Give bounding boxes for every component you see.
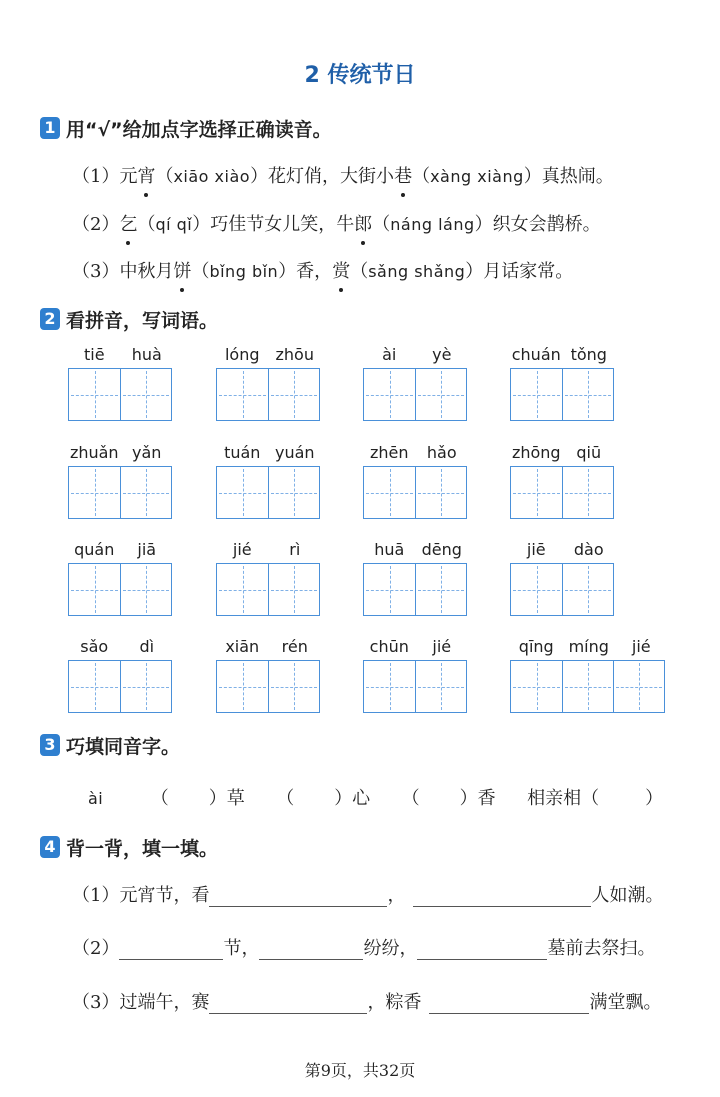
pinyin-syllable: ài (382, 345, 397, 364)
writing-cell[interactable] (613, 661, 664, 712)
pinyin-syllable: yuán (274, 443, 315, 462)
writing-cell[interactable] (120, 467, 171, 518)
question-3-number: 3 (40, 734, 60, 756)
question-1-text: 用“√”给加点字选择正确读音。 (66, 118, 332, 141)
question-3-text: 巧填同音字。 (66, 735, 181, 758)
dotted-char: 郎 (354, 210, 372, 236)
writing-grid[interactable] (510, 563, 614, 616)
recite-1-prefix: （1）元宵节，看 (72, 885, 210, 906)
pinyin-syllable: chūn (369, 637, 409, 656)
page-title: 2 传统节日 (304, 63, 416, 88)
pinyin-syllable: yǎn (132, 443, 162, 462)
line-text: ）花灯俏，大街小 (250, 166, 395, 187)
question-1-number: 1 (40, 117, 60, 139)
writing-cell[interactable] (69, 369, 120, 420)
writing-cell[interactable] (268, 369, 319, 420)
pinyin-syllable: huā (374, 540, 405, 559)
pinyin-syllable: jié (232, 540, 252, 559)
writing-grid[interactable] (216, 660, 320, 713)
question-2-number: 2 (40, 308, 60, 330)
recite-1-suffix: 人如潮。 (591, 885, 664, 906)
recite-2-suffix: 墓前去祭扫。 (547, 938, 656, 959)
recite-2-prefix: （2） (72, 938, 120, 959)
paren-open: （ (372, 214, 391, 235)
dotted-char: 巷 (394, 162, 412, 188)
writing-cell[interactable] (562, 467, 613, 518)
paren-open: （ (137, 214, 156, 235)
question-4-number: 4 (40, 836, 60, 858)
writing-grid[interactable] (216, 563, 320, 616)
line-text: （3）中秋月 (72, 261, 174, 282)
recite-3-blank-1[interactable] (209, 1013, 367, 1014)
question-1-line-3 (72, 257, 573, 283)
pinyin-options[interactable]: sǎng shǎng (368, 262, 466, 281)
pinyin-syllable: jiā (137, 540, 157, 559)
pinyin-options[interactable]: náng láng (390, 215, 475, 234)
question-3-line (88, 784, 663, 810)
pinyin-syllable: zhōu (275, 345, 314, 364)
line-text: （1）元 (72, 166, 138, 187)
pinyin-options[interactable]: bǐng bǐn (209, 262, 279, 281)
recite-1-blank-1[interactable] (209, 906, 387, 907)
question-1-line-1 (72, 162, 614, 188)
writing-cell[interactable] (415, 661, 466, 712)
recite-3-zongxiang: ，粽香 (367, 992, 422, 1013)
recite-1-blank-2[interactable] (413, 906, 591, 907)
pinyin-syllable: zhuǎn (69, 443, 119, 462)
homophone-pinyin: ài (88, 789, 104, 808)
writing-cell[interactable] (415, 369, 466, 420)
pinyin-options[interactable]: qí qǐ (155, 215, 193, 234)
pinyin-syllable: chuán (511, 345, 561, 364)
pinyin-syllable: jiē (526, 540, 546, 559)
pinyin-syllable: dào (573, 540, 604, 559)
writing-cell[interactable] (511, 467, 562, 518)
blank-3-open: （ (401, 788, 420, 809)
blank-2-open: （ (276, 788, 295, 809)
writing-cell[interactable] (268, 467, 319, 518)
pinyin-syllable: lóng (224, 345, 260, 364)
writing-cell[interactable] (364, 564, 415, 615)
writing-cell[interactable] (511, 369, 562, 420)
writing-cell[interactable] (511, 564, 562, 615)
writing-cell[interactable] (120, 564, 171, 615)
writing-cell[interactable] (217, 564, 268, 615)
pinyin-syllable: quán (74, 540, 115, 559)
recite-line-2 (72, 934, 655, 960)
question-2-heading (40, 306, 218, 332)
recite-1-comma: ， (387, 885, 406, 906)
writing-cell[interactable] (562, 661, 613, 712)
writing-grid[interactable] (216, 466, 320, 519)
writing-cell[interactable] (415, 467, 466, 518)
dotted-char: 赏 (332, 257, 350, 283)
question-3-heading (40, 732, 180, 758)
line-text: ）香， (278, 261, 333, 282)
writing-grid[interactable] (363, 660, 467, 713)
line-text: ）织女会鹊桥。 (474, 214, 601, 235)
recite-line-3 (72, 988, 661, 1014)
pinyin-syllable: dēng (421, 540, 462, 559)
pinyin-syllable: qiū (576, 443, 602, 462)
blank-1-open: （ (150, 788, 169, 809)
pinyin-syllable: sǎo (80, 637, 109, 656)
writing-grid[interactable] (68, 563, 172, 616)
writing-cell[interactable] (364, 467, 415, 518)
writing-cell[interactable] (217, 369, 268, 420)
phrase-xiangqinxiang: 相亲相（ (527, 788, 600, 809)
writing-grid[interactable] (363, 466, 467, 519)
page-footer: 第9页，共32页 (304, 1061, 416, 1080)
writing-grid[interactable] (68, 368, 172, 421)
writing-cell[interactable] (268, 661, 319, 712)
writing-grid[interactable] (68, 466, 172, 519)
writing-cell[interactable] (364, 369, 415, 420)
pinyin-syllable: huà (131, 345, 162, 364)
pinyin-syllable: rén (281, 637, 308, 656)
pinyin-options[interactable]: xiāo xiào (173, 167, 251, 186)
writing-grid[interactable] (68, 660, 172, 713)
question-4-text: 背一背，填一填。 (66, 837, 219, 860)
recite-2-blank-1[interactable] (119, 959, 223, 960)
recite-3-suffix: 满堂飘。 (589, 992, 662, 1013)
pinyin-syllable: zhēn (369, 443, 409, 462)
paren-open: （ (350, 261, 369, 282)
question-1-line-2 (72, 210, 601, 236)
recite-3-blank-2[interactable] (429, 1013, 589, 1014)
recite-2-jie: 节， (223, 938, 260, 959)
pinyin-syllable: jié (631, 637, 651, 656)
dotted-char: 饼 (173, 257, 191, 283)
recite-line-1 (72, 881, 663, 907)
pinyin-options[interactable]: xàng xiàng (430, 167, 524, 186)
writing-cell[interactable] (268, 564, 319, 615)
writing-cell[interactable] (120, 661, 171, 712)
writing-grid[interactable] (510, 660, 665, 713)
writing-grid[interactable] (363, 563, 467, 616)
line-text: ）真热闹。 (523, 166, 614, 187)
writing-cell[interactable] (415, 564, 466, 615)
writing-cell[interactable] (69, 564, 120, 615)
pinyin-syllable: tǒng (570, 345, 607, 364)
paren-open: （ (191, 261, 210, 282)
blank-3-close: ）香 (459, 788, 496, 809)
dotted-char: 宵 (137, 162, 155, 188)
pinyin-syllable: tiē (83, 345, 105, 364)
pinyin-syllable: zhōng (511, 443, 561, 462)
pinyin-syllable: tuán (224, 443, 261, 462)
recite-2-fenfen: 纷纷， (363, 938, 418, 959)
recite-2-blank-3[interactable] (417, 959, 547, 960)
line-text: （2） (72, 214, 120, 235)
paren-open: （ (155, 166, 174, 187)
question-2-text: 看拼音，写词语。 (66, 309, 219, 332)
writing-cell[interactable] (217, 467, 268, 518)
blank-2-close: ）心 (334, 788, 371, 809)
writing-cell[interactable] (69, 467, 120, 518)
recite-3-prefix: （3）过端午，赛 (72, 992, 210, 1013)
line-text: ）月话家常。 (465, 261, 574, 282)
pinyin-syllable: míng (568, 637, 609, 656)
line-text: ）巧佳节女儿笑，牛 (192, 214, 355, 235)
writing-grid[interactable] (510, 368, 614, 421)
writing-grid[interactable] (510, 466, 614, 519)
writing-grid[interactable] (363, 368, 467, 421)
pinyin-syllable: hǎo (426, 443, 457, 462)
writing-cell[interactable] (217, 661, 268, 712)
writing-cell[interactable] (120, 369, 171, 420)
dotted-char: 乞 (119, 210, 137, 236)
blank-1-close: ）草 (208, 788, 245, 809)
question-4-heading (40, 834, 218, 860)
pinyin-syllable: jié (432, 637, 452, 656)
pinyin-syllable: xiān (225, 637, 260, 656)
blank-4-close: ） (645, 788, 664, 809)
pinyin-syllable: rì (289, 540, 301, 559)
writing-cell[interactable] (364, 661, 415, 712)
pinyin-syllable: qīng (518, 637, 554, 656)
writing-cell[interactable] (69, 661, 120, 712)
pinyin-syllable: yè (432, 345, 452, 364)
recite-2-blank-2[interactable] (259, 959, 363, 960)
writing-cell[interactable] (511, 661, 562, 712)
writing-cell[interactable] (562, 564, 613, 615)
paren-open: （ (412, 166, 431, 187)
writing-grid[interactable] (216, 368, 320, 421)
question-1-heading (40, 115, 332, 141)
pinyin-syllable: dì (139, 637, 155, 656)
writing-cell[interactable] (562, 369, 613, 420)
